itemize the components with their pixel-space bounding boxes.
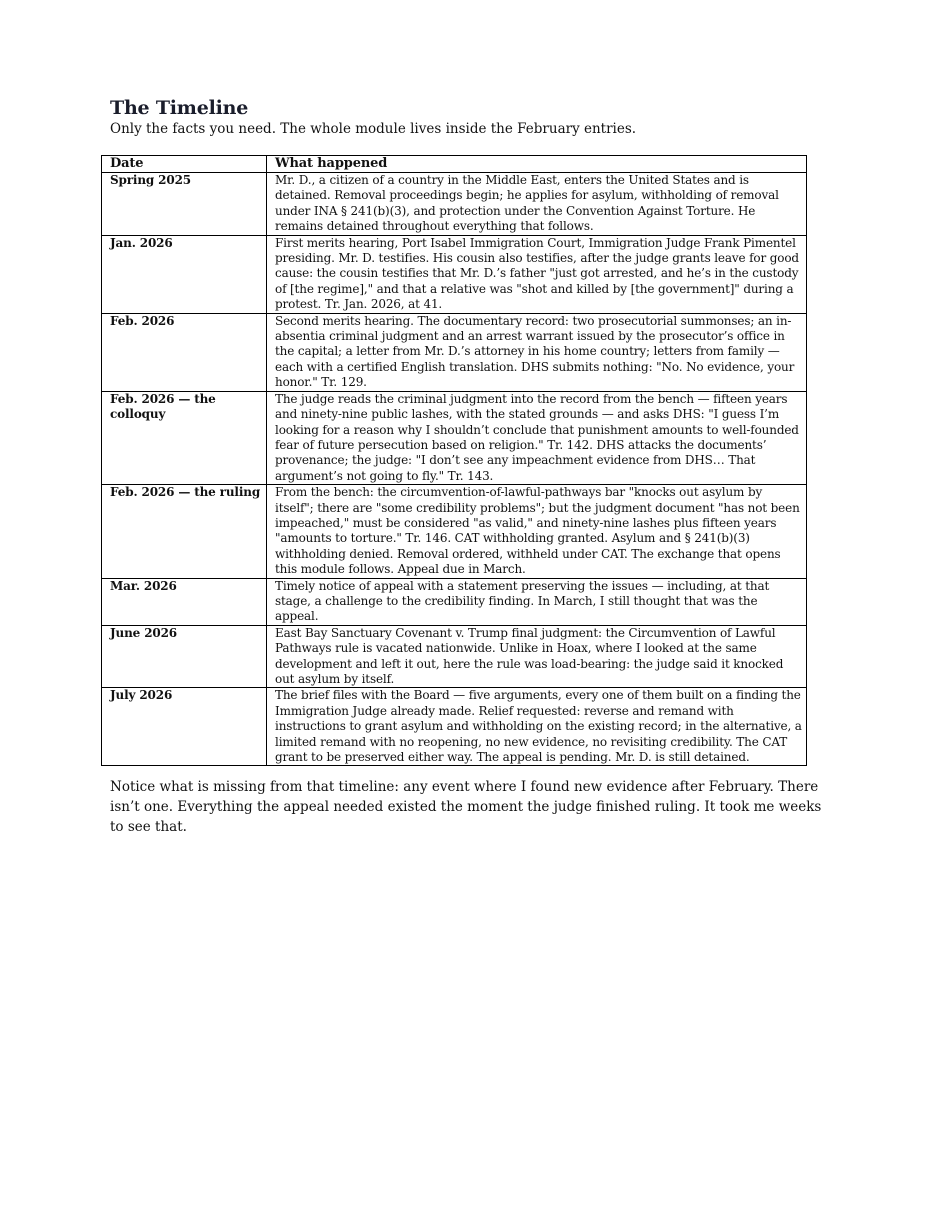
table-row bbox=[102, 173, 807, 236]
closing-paragraph: Notice what is missing from that timeline: any event where I found new evidence after February. There isn’t one. Everything the appeal needed existed the moment the judge finished ruling. It took me weeks to see that. bbox=[110, 779, 822, 835]
column-header-date: Date bbox=[102, 156, 267, 173]
row-date: Spring 2025 bbox=[102, 173, 267, 236]
column-header-what-happened: What happened bbox=[267, 156, 807, 173]
timeline-table bbox=[101, 155, 807, 766]
row-date: Feb. 2026 — the colloquy bbox=[102, 391, 267, 484]
table-header-row bbox=[102, 156, 807, 173]
row-description: First merits hearing, Port Isabel Immigration Court, Immigration Judge Frank Pimentel presiding. Mr. D. testifies. His cousin also testifies, after the judge grants leave for good cause: the cousin testifies that Mr. D.’s father "just got arrested, and he’s in the custody of [the regime]," and that a relative was "shot and killed by [the government]" during a protest. Tr. Jan. 2026, at 41. bbox=[267, 235, 807, 313]
table-row bbox=[102, 485, 807, 578]
table-row bbox=[102, 625, 807, 688]
row-description: East Bay Sanctuary Covenant v. Trump final judgment: the Circumvention of Lawful Pathways rule is vacated nationwide. Unlike in Hoax, where I looked at the same development and left it out, here the rule was load-bearing: the judge said it knocked out asylum by itself. bbox=[267, 625, 807, 688]
row-description: The judge reads the criminal judgment into the record from the bench — fifteen years and ninety-nine public lashes, with the stated grounds — and asks DHS: "I guess I’m looking for a reason why I shouldn’t conclude that punishment amounts to well-founded fear of future persecution based on religion." Tr. 142. DHS attacks the documents’ provenance; the judge: "I don’t see any impeachment evidence from DHS… That argument’s not going to fly." Tr. 143. bbox=[267, 391, 807, 484]
intro-text: Only the facts you need. The whole module lives inside the February entries. bbox=[110, 121, 637, 137]
row-description: From the bench: the circumvention-of-lawful-pathways bar "knocks out asylum by itself"; there are "some credibility problems"; but the judgment document "has not been impeached," must be considered "as valid," and ninety-nine lashes plus fifteen years "amounts to torture." Tr. 146. CAT withholding granted. Asylum and § 241(b)(3) withholding denied. Removal ordered, withheld under CAT. The exchange that opens this module follows. Appeal due in March. bbox=[267, 485, 807, 578]
row-date: July 2026 bbox=[102, 688, 267, 766]
row-description: Mr. D., a citizen of a country in the Middle East, enters the United States and is detained. Removal proceedings begin; he applies for asylum, withholding of removal under INA § 241(b)(3), and protection under the Convention Against Torture. He remains detained throughout everything that follows. bbox=[267, 173, 807, 236]
table-row bbox=[102, 578, 807, 625]
row-description: Second merits hearing. The documentary record: two prosecutorial summonses; an in-absentia criminal judgment and an arrest warrant issued by the prosecutor’s office in the capital; a letter from Mr. D.’s attorney in his home country; letters from family — each with a certified English translation. DHS submits nothing: "No. No evidence, your honor." Tr. 129. bbox=[267, 313, 807, 391]
table-row bbox=[102, 391, 807, 484]
row-date: Feb. 2026 bbox=[102, 313, 267, 391]
row-date: Mar. 2026 bbox=[102, 578, 267, 625]
row-date: Feb. 2026 — the ruling bbox=[102, 485, 267, 578]
row-date: Jan. 2026 bbox=[102, 235, 267, 313]
table-row bbox=[102, 313, 807, 391]
row-date: June 2026 bbox=[102, 625, 267, 688]
table-row bbox=[102, 235, 807, 313]
table-row bbox=[102, 688, 807, 766]
row-description: Timely notice of appeal with a statement preserving the issues — including, at that stage, a challenge to the credibility finding. In March, I still thought that was the appeal. bbox=[267, 578, 807, 625]
row-description: The brief files with the Board — five arguments, every one of them built on a finding the Immigration Judge already made. Relief requested: reverse and remand with instructions to grant asylum and withholding on the existing record; in the alternative, a limited remand with no reopening, no new evidence, no revisiting credibility. The CAT grant to be preserved either way. The appeal is pending. Mr. D. is still detained. bbox=[267, 688, 807, 766]
page-title: The Timeline bbox=[110, 97, 249, 119]
